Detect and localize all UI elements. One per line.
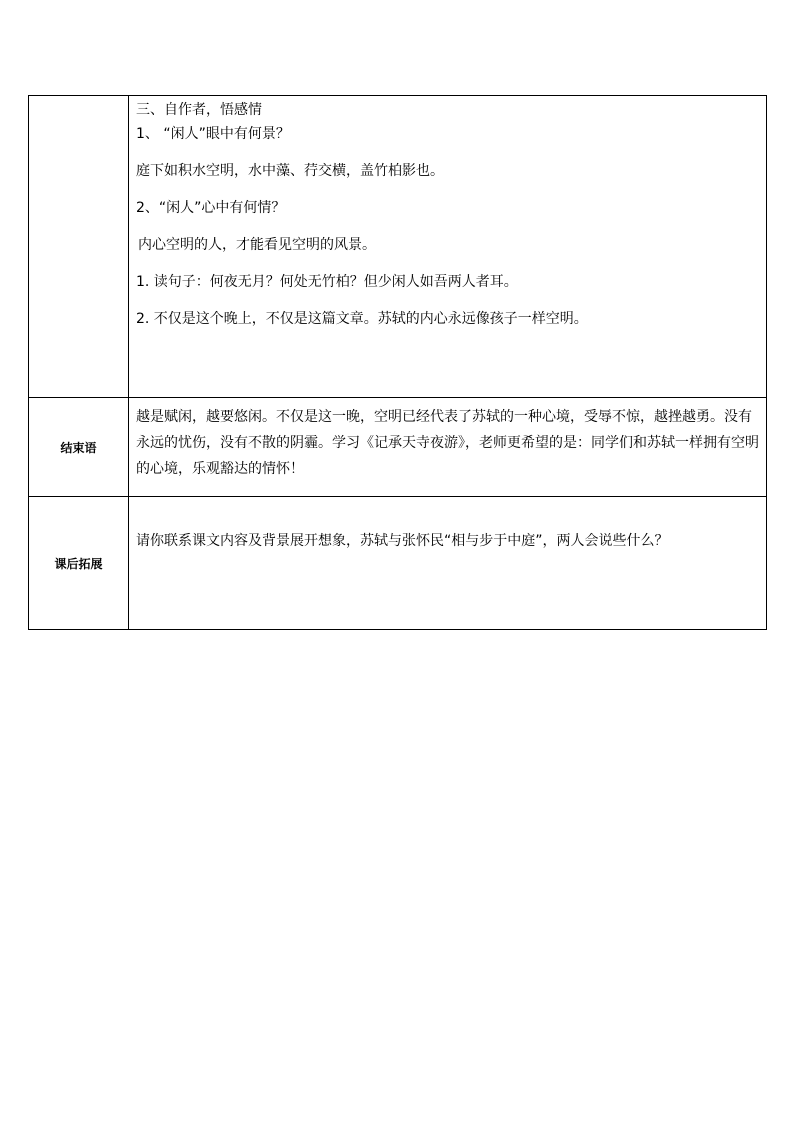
table-row [29, 96, 767, 398]
point-2: 2. 不仅是这个晚上，不仅是这篇文章。苏轼的内心永远像孩子一样空明。 [136, 311, 588, 327]
row-label-conclusion: 结束语 [29, 398, 129, 497]
conclusion-text: 越是赋闲，越要悠闲。不仅是这一晚，空明已经代表了苏轼的一种心境，受辱不惊，越挫越勇。没有永远的忧伤，没有不散的阴霾。学习《记承天寺夜游》，老师更希望的是：同学们和苏轼一样拥有空明的心境，乐观豁达的情怀！ [136, 409, 759, 477]
row-label-extension: 课后拓展 [29, 497, 129, 630]
extension-text: 请你联系课文内容及背景展开想象，苏轼与张怀民“相与步于中庭”，两人会说些什么？ [136, 533, 669, 549]
extension-content [129, 497, 767, 630]
answer-2: 内心空明的人，才能看见空明的风景。 [138, 237, 376, 253]
point-1: 1. 读句子：何夜无月？何处无竹柏？但少闲人如吾两人者耳。 [136, 274, 518, 290]
question-1: 1、 “闲人”眼中有何景？ [136, 126, 290, 142]
lesson-plan-table [28, 95, 767, 630]
answer-1: 庭下如积水空明，水中藻、荇交横，盖竹柏影也。 [136, 163, 444, 179]
row-label-empty [29, 96, 129, 398]
section-content [129, 96, 767, 398]
table-row [29, 497, 767, 630]
section-heading: 三、自作者，悟感情 [136, 102, 262, 118]
table-row [29, 398, 767, 497]
question-2: 2、“闲人”心中有何情？ [136, 200, 286, 216]
conclusion-content [129, 398, 767, 497]
